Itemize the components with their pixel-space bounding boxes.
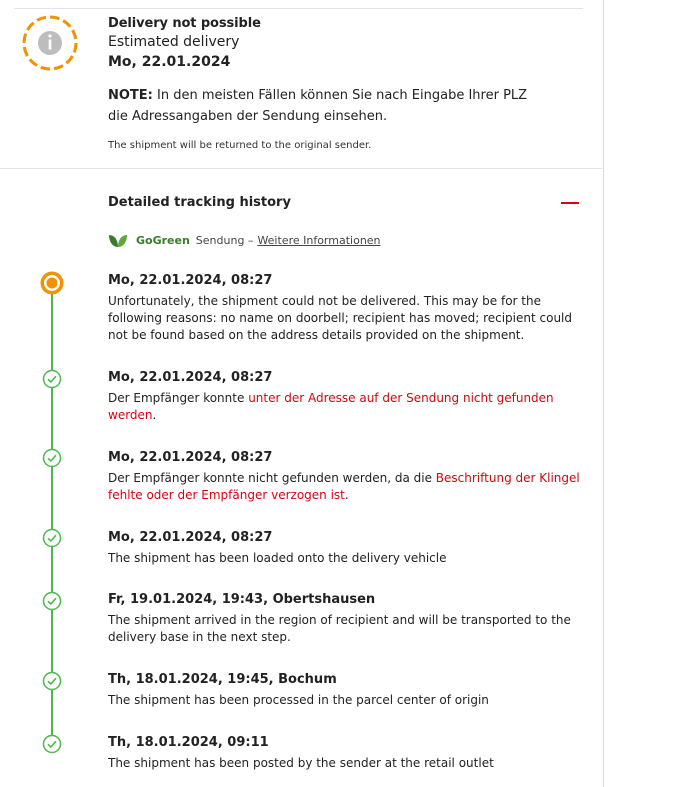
event-date: Th, 18.01.2024, 09:11 xyxy=(108,735,269,750)
event-text: Der Empfänger konnte nicht gefunden werden, da die xyxy=(108,471,432,485)
note-text: In den meisten Fällen können Sie nach Eingabe Ihrer PLZ die Adressangaben der Sendung einsehen. xyxy=(108,88,528,124)
leaf-icon xyxy=(108,232,128,248)
event-date: Mo, 22.01.2024, 08:27 xyxy=(108,273,273,288)
event-date: Fr, 19.01.2024, 19:43, Obertshausen xyxy=(108,592,376,607)
check-circle-icon xyxy=(42,528,62,548)
info-icon xyxy=(22,15,78,71)
tracking-event xyxy=(108,528,583,567)
event-text: Der Empfänger konnte xyxy=(108,391,245,405)
check-circle-icon xyxy=(42,369,62,389)
event-suffix: . xyxy=(152,408,157,422)
event-description: The shipment has been processed in the parcel center of origin xyxy=(108,693,489,707)
section-divider xyxy=(0,168,603,169)
event-description: Unfortunately, the shipment could not be delivered. This may be for the following reasons: no name on doorbell; recipient has moved; recipient could not be found based on the address details provided on the shipment. xyxy=(108,294,573,342)
event-description xyxy=(108,390,583,424)
tracking-event xyxy=(108,448,583,504)
current-status-dot-icon xyxy=(39,270,65,296)
note-label: NOTE: xyxy=(108,88,153,103)
event-link[interactable]: Beschriftung der Klingel fehlte oder der Empfänger verzogen ist xyxy=(108,471,580,502)
event-description: The shipment arrived in the region of recipient and will be transported to the delivery base in the next step. xyxy=(108,613,571,644)
check-circle-icon xyxy=(42,734,62,754)
event-description: The shipment has been posted by the sender at the retail outlet xyxy=(108,756,494,770)
event-date: Mo, 22.01.2024, 08:27 xyxy=(108,370,273,385)
estimated-delivery-date: Mo, 22.01.2024 xyxy=(108,54,231,70)
history-title: Detailed tracking history xyxy=(108,195,291,210)
top-divider xyxy=(14,8,583,9)
status-title: Delivery not possible xyxy=(108,16,261,31)
tracking-event xyxy=(108,368,583,424)
note xyxy=(108,85,548,127)
event-date: Mo, 22.01.2024, 08:27 xyxy=(108,450,273,465)
tracking-event xyxy=(108,670,583,709)
check-circle-icon xyxy=(42,448,62,468)
check-circle-icon xyxy=(42,671,62,691)
event-suffix: . xyxy=(344,488,349,502)
more-info-link[interactable]: Weitere Informationen xyxy=(257,233,381,247)
event-description: The shipment has been loaded onto the delivery vehicle xyxy=(108,551,447,565)
gogreen-brand: GoGreen xyxy=(136,233,190,247)
minus-icon xyxy=(561,202,579,204)
estimated-delivery-label: Estimated delivery xyxy=(108,34,240,50)
event-date: Th, 18.01.2024, 19:45, Bochum xyxy=(108,672,337,687)
collapse-history-button[interactable] xyxy=(558,193,582,213)
tracking-event xyxy=(108,590,583,646)
event-link[interactable]: unter der Adresse auf der Sendung nicht gefunden werden xyxy=(108,391,554,422)
return-notice: The shipment will be returned to the original sender. xyxy=(108,140,372,151)
event-description xyxy=(108,470,583,504)
gogreen-text: Sendung – xyxy=(195,233,254,247)
tracking-event xyxy=(108,733,583,772)
check-circle-icon xyxy=(42,591,62,611)
gogreen-row xyxy=(108,232,381,248)
tracking-event xyxy=(108,271,583,344)
event-date: Mo, 22.01.2024, 08:27 xyxy=(108,530,273,545)
